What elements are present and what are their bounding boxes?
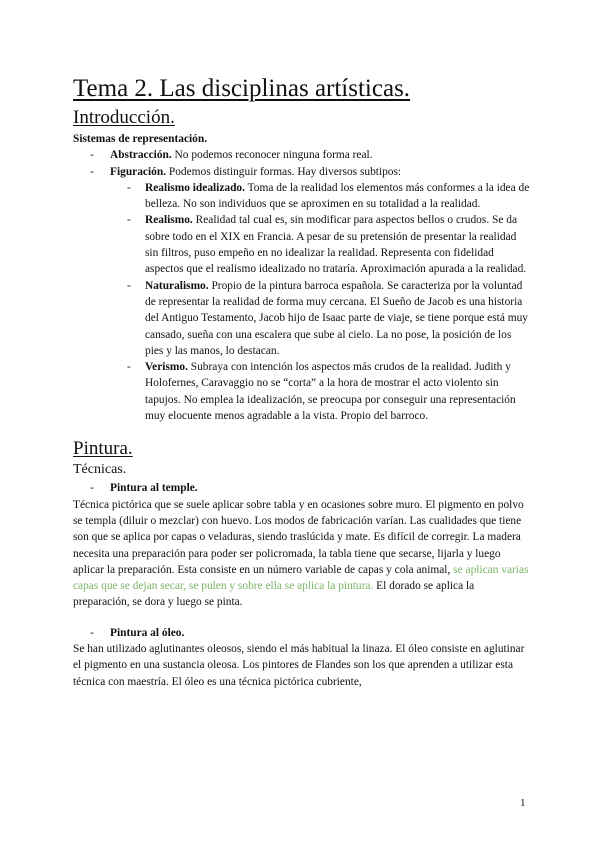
bullet-dash: - — [127, 214, 131, 227]
pintura-heading: Pintura. — [73, 438, 133, 460]
temple-label: - Pintura al temple. — [73, 480, 531, 496]
temple-paragraph: Técnica pictórica que se suele aplicar sobre tabla y en ocasiones sobre muro. El pigmento en polvo se templa (diluir o mezclar) con huevo. Los modos de fabricación varían. Las cualidades que tiene son que se aplica por capas o veladuras, siendo traslúcida y mate. Es difícil de corregir. La madera necesita una preparación para poder ser policromada, la tabla tiene que secarse, lijarla y luego aplicar la preparación. Esta consiste en un número variable de capas y cola animal, se aplican varias capas que se dejan secar, se pulen y sobre ella se aplica la pintura. El dorado se aplica la preparación, se dora y luego se pinta. — [73, 498, 529, 609]
bullet-dash: - — [127, 181, 131, 194]
bullet-dash: - — [127, 361, 131, 374]
intro-heading: Introducción. — [73, 107, 175, 128]
list-item-realismo: - Realismo. Realidad tal cual es, sin modificar para aspectos bellos o crudos. Se da sobre todo en el XIX en Francia. A pesar de su pretensión de presentar la realidad sin filtros, puso empeño en no idealizar la realidad. Representa con fidelidad aspectos que el realismo idealizado no trataría. Aproximación apurada a la realidad. — [127, 214, 527, 276]
bullet-dash: - — [90, 482, 94, 495]
bullet-dash: - — [90, 149, 94, 162]
intro-subheading: Sistemas de representación. — [73, 133, 208, 145]
list-item-verismo: - Verismo. Subraya con intención los aspectos más crudos de la realidad. Judith y Holofernes, Caravaggio no se “corta” a la hora de mostrar el acto violento sin tapujos. No emplea la idealización, se preocupa por conseguir una representación muy elocuente menos agradable a la vista. Propio del barroco. — [127, 361, 516, 423]
bullet-dash: - — [90, 626, 94, 639]
oleo-paragraph: Se han utilizado aglutinantes oleosos, siendo el más habitual la linaza. El óleo consiste en aglutinar el pigmento en una sustancia oleosa. Los pintores de Flandes son los que aprenden a utilizar esta técnica con maestría. El óleo es una técnica pictórica cubriente, — [73, 643, 525, 688]
bullet-dash: - — [90, 165, 94, 178]
oleo-label: - Pintura al óleo. — [73, 625, 531, 641]
list-item-abstraccion: - Abstracción. No podemos reconocer ninguna forma real. — [73, 147, 531, 163]
list-item-naturalismo: - Naturalismo. Propio de la pintura barroca española. Se caracteriza por la voluntad de representar la realidad de forma muy cercana. El Sueño de Jacob es una historia del Antiguo Testamento, Jacob hijo de Isaac parte de viaje, se tiene porque está muy cansado, sueña con una escalera que sube al cielo. La no pose, la posición de los pies y las manos, lo destacan. — [127, 279, 528, 357]
tecnicas-heading: Técnicas. — [73, 462, 127, 478]
page-number: 1 — [520, 797, 526, 809]
list-item-realismo-idealizado: - Realismo idealizado. Toma de la realidad los elementos más conformes a la idea de belleza. No son individuos que se aproximen en su totalidad a la realidad. — [127, 181, 530, 211]
list-item-figuracion: - Figuración. Podemos distinguir formas. Hay diversos subtipos: — [73, 164, 531, 180]
highlighted-text: se aplican varias capas que se dejan secar, se pulen y sobre ella se aplica la pintura. — [73, 563, 529, 593]
page-content — [73, 73, 531, 690]
spacer — [73, 611, 531, 625]
bullet-dash: - — [127, 279, 131, 292]
spacer — [73, 424, 531, 438]
page-title: Tema 2. Las disciplinas artísticas. — [73, 75, 411, 102]
